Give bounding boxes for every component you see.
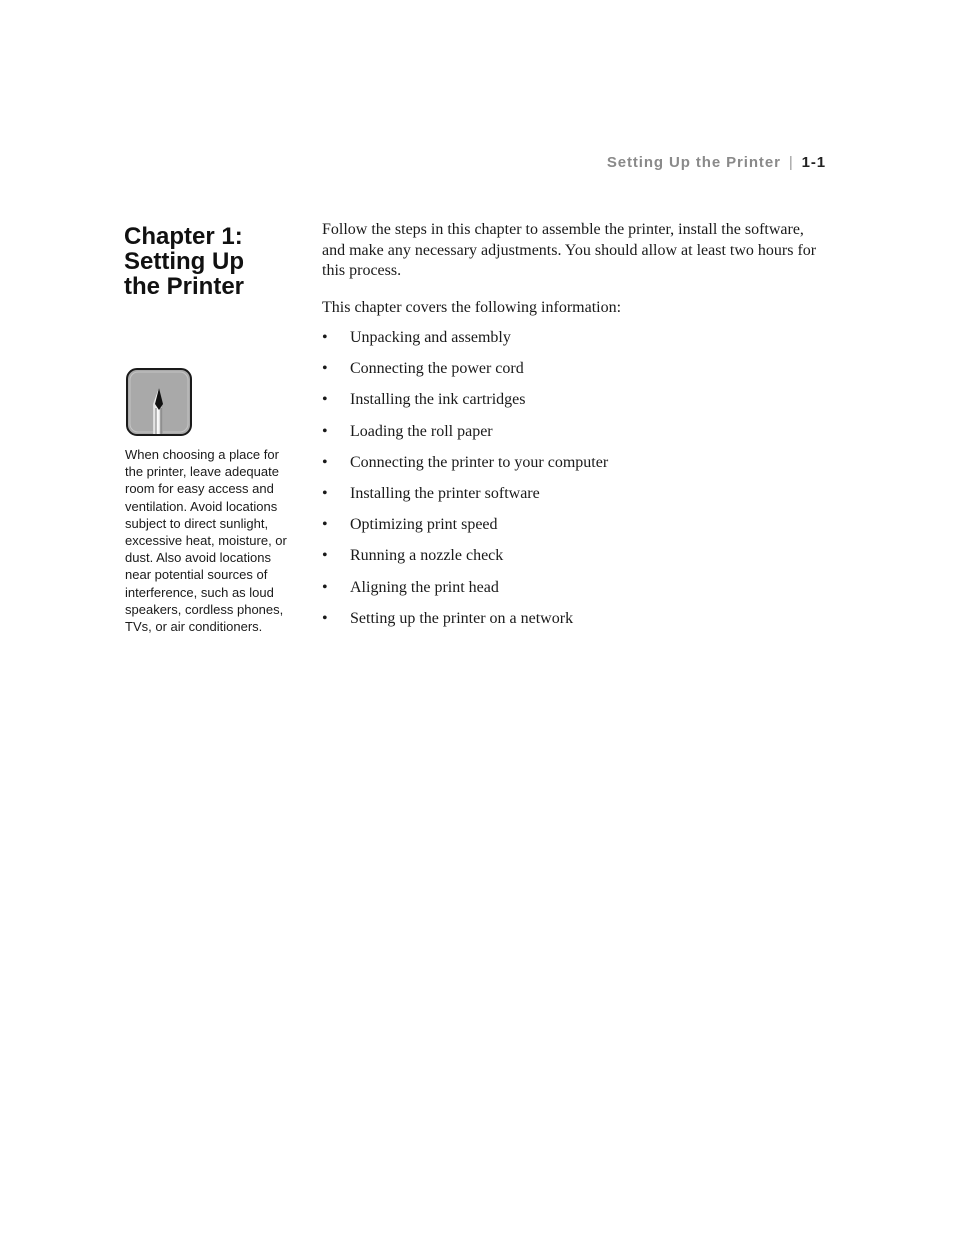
chapter-title-line: Setting Up: [124, 248, 244, 275]
list-item: [322, 609, 827, 640]
list-item-text: Setting up the printer on a network: [350, 609, 574, 627]
list-item: [322, 328, 827, 359]
bullet-icon: •: [322, 391, 328, 409]
bullet-icon: •: [322, 360, 328, 378]
bullet-icon: •: [322, 516, 328, 534]
page-number: 1-1: [801, 154, 826, 171]
list-item-text: Loading the roll paper: [350, 422, 493, 440]
list-item: [322, 515, 827, 546]
list-item-text: Installing the ink cartridges: [350, 391, 526, 409]
list-item: [322, 484, 827, 515]
bullet-icon: •: [322, 578, 328, 596]
list-item: [322, 422, 827, 453]
bullet-icon: •: [322, 453, 328, 471]
main-content: [322, 220, 827, 640]
lead-paragraph: This chapter covers the following information:: [322, 298, 622, 316]
bullet-icon: •: [322, 422, 328, 440]
list-item-text: Connecting the printer to your computer: [350, 453, 609, 471]
bullet-icon: •: [322, 329, 328, 346]
list-item-text: Installing the printer software: [350, 484, 540, 502]
topic-list: [322, 328, 827, 640]
list-item-text: Aligning the print head: [350, 578, 499, 596]
list-item: [322, 390, 827, 421]
intro-paragraph: Follow the steps in this chapter to assemble the printer, install the software, and make any necessary adjustments. You should allow at least two hours for this process.: [322, 221, 817, 279]
list-item: [322, 359, 827, 390]
list-item: [322, 453, 827, 484]
bullet-icon: •: [322, 547, 328, 565]
running-header: [607, 154, 826, 171]
list-item-text: Connecting the power cord: [350, 360, 524, 378]
list-item-text: Optimizing print speed: [350, 516, 498, 534]
list-item-text: Running a nozzle check: [350, 547, 504, 565]
bullet-icon: •: [322, 609, 328, 627]
side-note: When choosing a place for the printer, leave adequate room for easy access and ventilation. Avoid locations subject to direct sunlight, excessive heat, moisture, or dust. Also avoid locations near potential sources of interference, such as loud speakers, cordless phones, TVs, or air conditioners.: [125, 447, 287, 635]
list-item: [322, 578, 827, 609]
header-separator: |: [788, 154, 794, 171]
list-item: [322, 546, 827, 577]
list-item-text: Unpacking and assembly: [350, 329, 511, 346]
bullet-icon: •: [322, 484, 328, 502]
section-title: Setting Up the Printer: [606, 154, 781, 171]
chapter-title: [124, 224, 304, 299]
pencil-note-icon: [126, 368, 192, 436]
chapter-title-line: Chapter 1:: [124, 223, 243, 250]
chapter-title-line: the Printer: [124, 273, 245, 300]
